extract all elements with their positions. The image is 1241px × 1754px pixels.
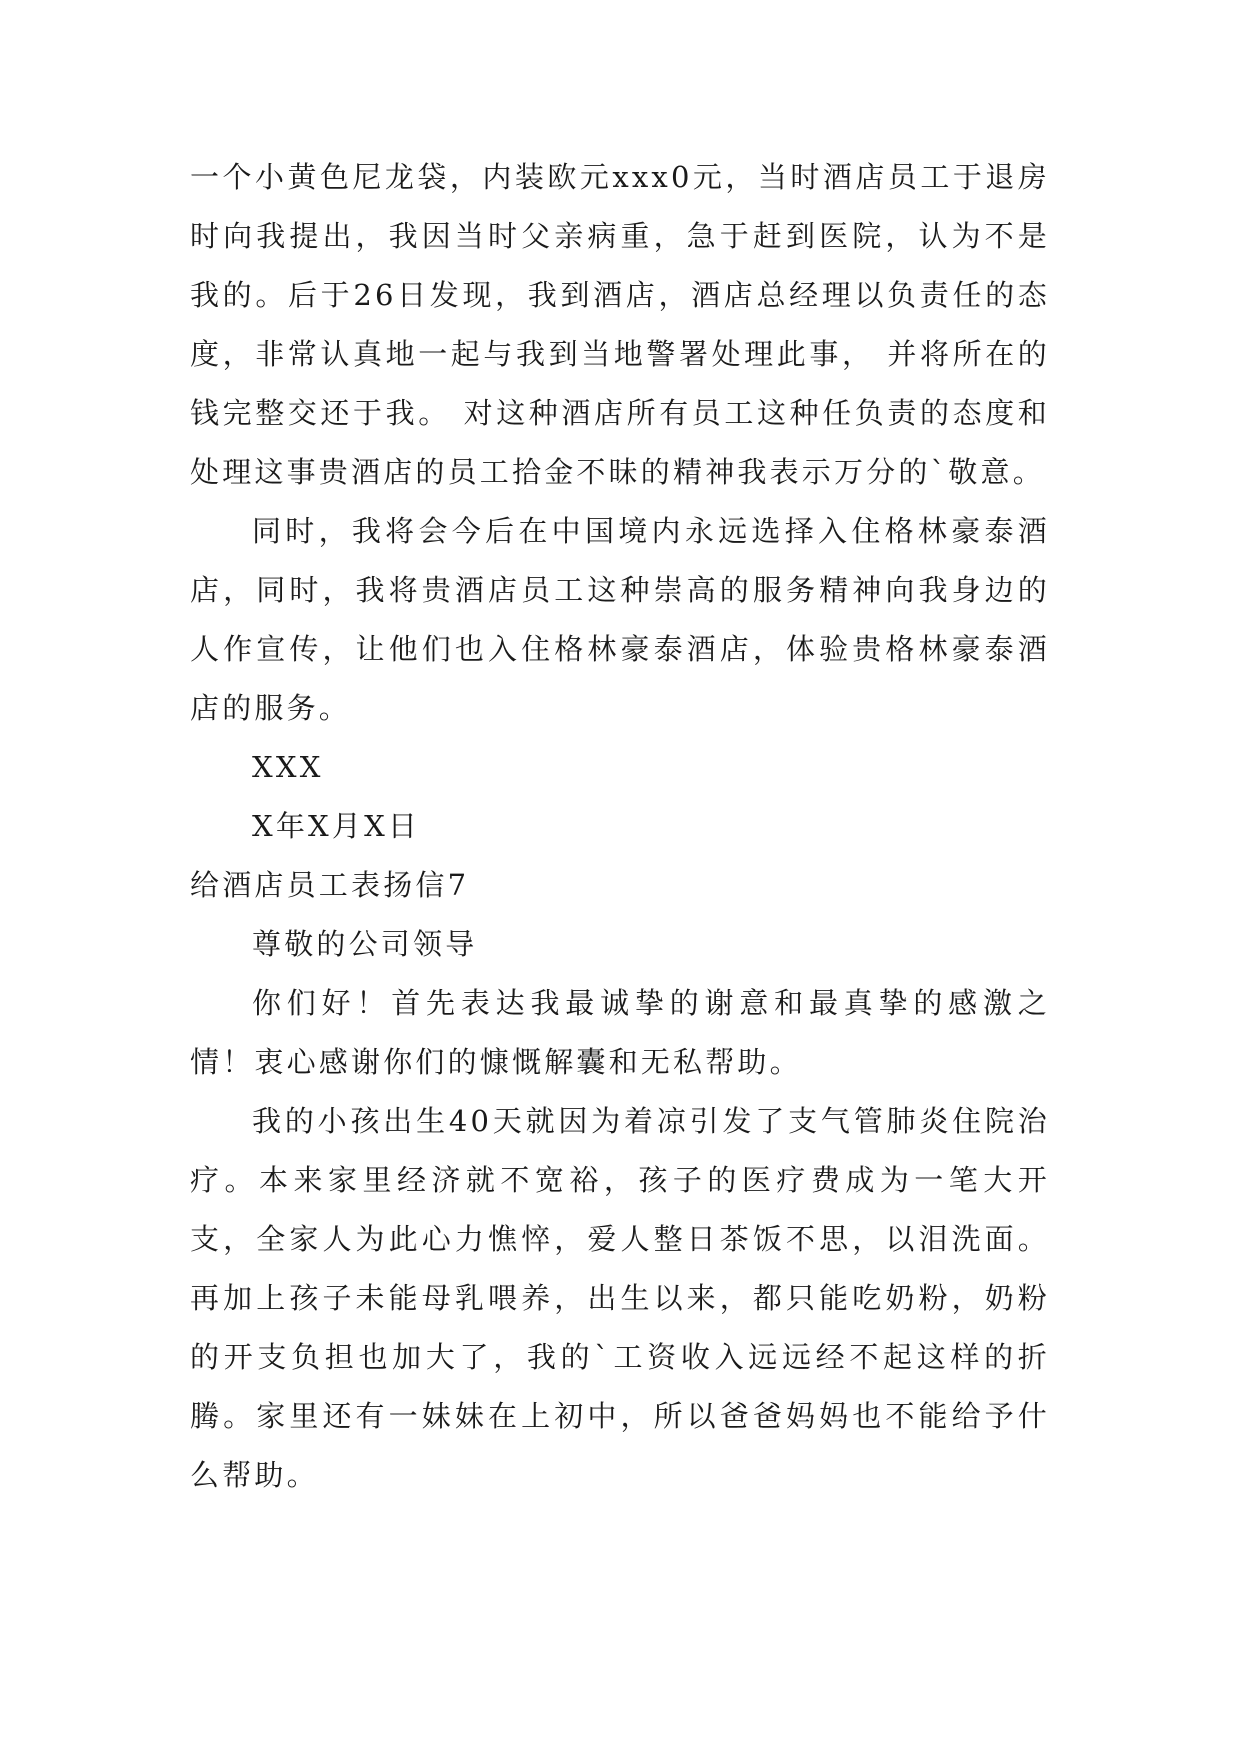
salutation: 尊敬的公司领导 — [252, 927, 478, 961]
document-body — [190, 148, 1050, 1505]
signature: XXX — [252, 750, 324, 784]
paragraph-future-stay: 同时，我将会今后在中国境内永远选择入住格林豪泰酒店，同时，我将贵酒店员工这种崇高的服务精神向我身边的人作宣传，让他们也入住格林豪泰酒店，体验贵格林豪泰酒店的服务。 — [190, 514, 1050, 725]
paragraph-found-money: 一个小黄色尼龙袋，内装欧元xxx0元，当时酒店员工于退房时向我提出，我因当时父亲病重，急于赶到医院，认为不是我的。后于26日发现，我到酒店，酒店总经理以负责任的态度，非常认真地一起与我到当地警署处理此事， 并将所在的钱完整交还于我。 对这种酒店所有员工这种任负责的态度和处理这事贵酒店的员工拾金不昧的精神我表示万分的`敬意。 — [190, 160, 1050, 489]
letter-heading: 给酒店员工表扬信7 — [190, 868, 470, 902]
paragraph-greeting: 你们好！首先表达我最诚挚的谢意和最真挚的感激之情！衷心感谢你们的慷慨解囊和无私帮助。 — [190, 986, 1050, 1079]
date-line: X年X月X日 — [252, 809, 421, 843]
paragraph-child-illness: 我的小孩出生40天就因为着凉引发了支气管肺炎住院治疗。本来家里经济就不宽裕，孩子的医疗费成为一笔大开支，全家人为此心力憔悴，爱人整日茶饭不思，以泪洗面。再加上孩子未能母乳喂养，出生以来，都只能吃奶粉，奶粉的开支负担也加大了，我的`工资收入远远经不起这样的折腾。家里还有一妹妹在上初中，所以爸爸妈妈也不能给予什么帮助。 — [190, 1104, 1050, 1492]
